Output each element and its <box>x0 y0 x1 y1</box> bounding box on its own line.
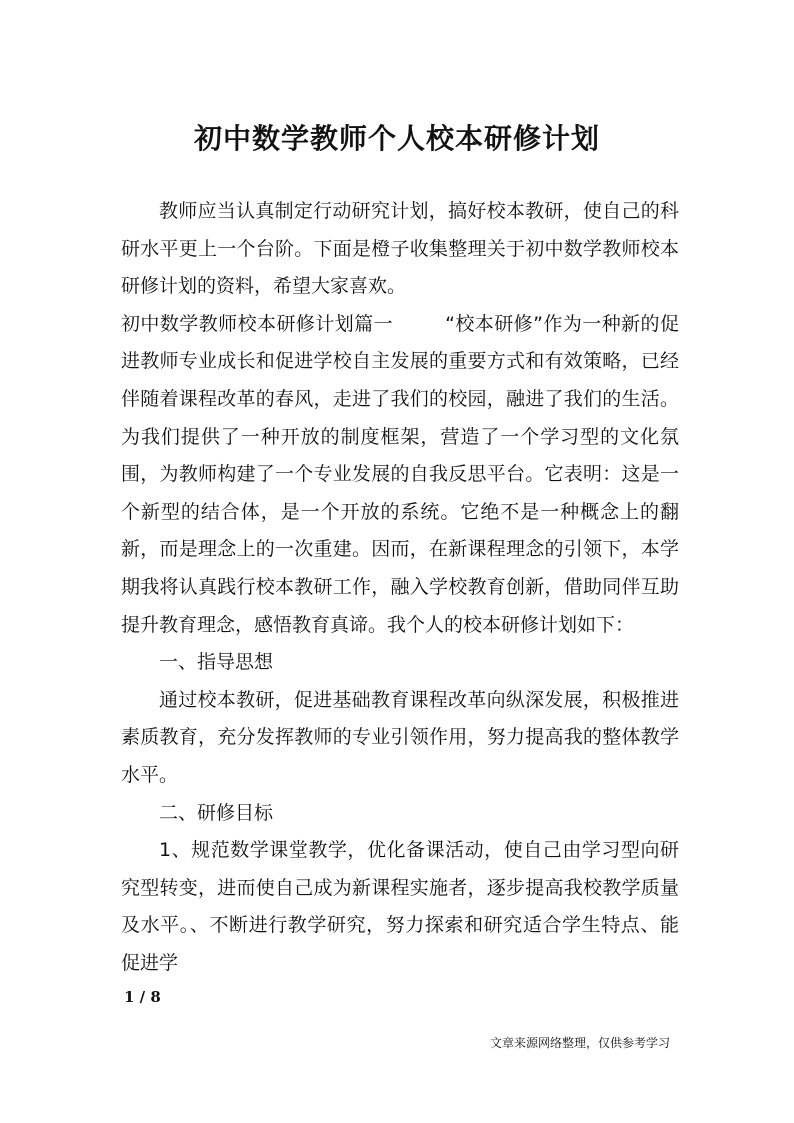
intro-paragraph: 教师应当认真制定行动研究计划，搞好校本教研，使自己的科研水平更上一个台阶。下面是橙子收集整理关于初中数学教师校本研修计划的资料，希望大家喜欢。 <box>121 200 679 298</box>
section-text: “校本研修”作为一种新的促进教师专业成长和促进学校自主发展的重要方式和有效策略，已经伴随着课程改革的春风，走进了我们的校园，融进了我们的生活。为我们提供了一种开放的制度框架，营造了一个学习型的文化氛围，为教师构建了一个专业发展的自我反思平台。它表明：这是一个新型的结合体，是一个开放的系统。它绝不是一种概念上的翻新，而是理念上的一次重建。因而，在新课程理念的引领下，本学期我将认真践行校本教研工作，融入学校教育创新，借助同伴互助提升教育理念，感悟教育真谛。我个人的校本研修计划如下： <box>121 312 679 636</box>
paragraph-study-goals: 1、规范数学课堂教学，优化备课活动，使自己由学习型向研究型转变，进而使自己成为新课程实施者，逐步提高我校教学质量及水平。、不断进行教学研究，努力探索和研究适合学生特点、能促进学 <box>121 839 679 974</box>
heading-guiding-thought: 一、指导思想 <box>159 651 274 674</box>
section-paragraph <box>121 306 679 644</box>
document-body <box>121 193 679 982</box>
heading-study-goals: 二、研修目标 <box>159 801 274 824</box>
section-heading: 初中数学教师校本研修计划篇一 <box>121 312 394 335</box>
page-number: 1 / 8 <box>124 988 161 1006</box>
document-title: 初中数学教师个人校本研修计划 <box>193 122 600 155</box>
footer-note: 文章来源网络整理，仅供参考学习 <box>489 1036 670 1050</box>
paragraph-guiding-thought: 通过校本教研，促进基础教育课程改革向纵深发展，积极推进素质教育，充分发挥教师的专业引领作用，努力提高我的整体教学水平。 <box>121 688 679 786</box>
